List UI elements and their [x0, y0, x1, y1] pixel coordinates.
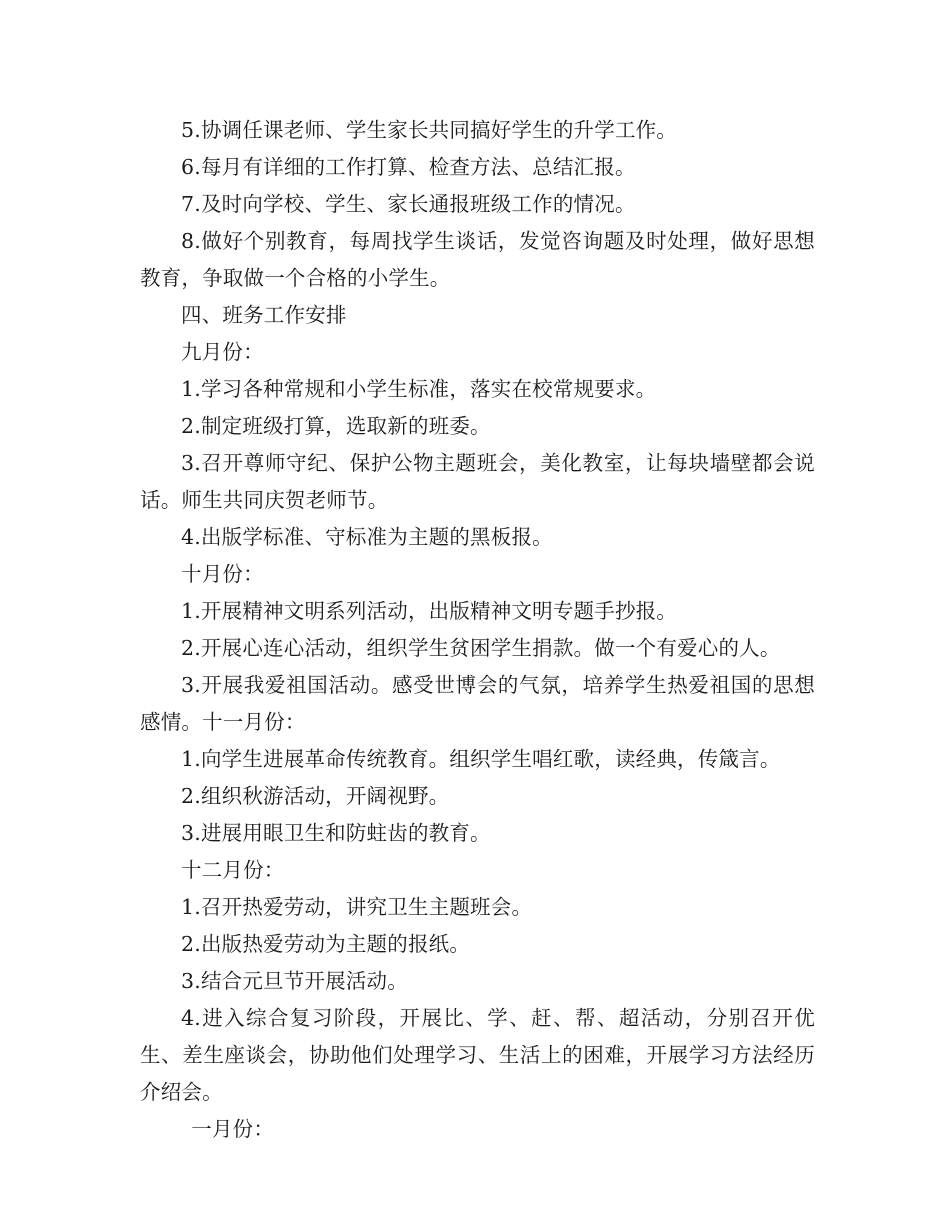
paragraph: 1.学习各种常规和小学生标准，落实在校常规要求。	[181, 377, 657, 401]
month-heading: 十月份：	[181, 562, 264, 586]
paragraph: 4.进入综合复习阶段，开展比、学、赶、帮、超活动，分别召开优生、差生座谈会，协助他们处理学习、生活上的困难，开展学习方法经历介绍会。	[140, 1006, 815, 1104]
paragraph: 2.制定班级打算，选取新的班委。	[181, 414, 491, 438]
paragraph: 5.协调任课老师、学生家长共同搞好学生的升学工作。	[181, 118, 678, 142]
paragraph: 4.出版学标准、守标准为主题的黑板报。	[181, 525, 553, 549]
paragraph: 3.召开尊师守纪、保护公物主题班会，美化教室，让每块墙壁都会说话。师生共同庆贺老师节。	[140, 451, 815, 512]
paragraph: 3.开展我爱祖国活动。感受世博会的气氛，培养学生热爱祖国的思想感情。十一月份：	[140, 673, 815, 734]
paragraph: 2.组织秋游活动，开阔视野。	[181, 784, 450, 808]
section-heading: 四、班务工作安排	[181, 303, 347, 327]
paragraph: 6.每月有详细的工作打算、检查方法、总结汇报。	[181, 155, 636, 179]
paragraph: 3.结合元旦节开展活动。	[181, 969, 408, 993]
paragraph: 7.及时向学校、学生、家长通报班级工作的情况。	[181, 192, 636, 216]
paragraph: 8.做好个别教育，每周找学生谈话，发觉咨询题及时处理，做好思想教育，争取做一个合格的小学生。	[140, 229, 815, 290]
month-heading: 一月份：	[191, 1117, 275, 1141]
month-heading: 九月份：	[181, 340, 264, 364]
paragraph: 1.开展精神文明系列活动，出版精神文明专题手抄报。	[181, 599, 678, 623]
paragraph: 3.进展用眼卫生和防蛀齿的教育。	[181, 821, 491, 845]
document-body	[140, 112, 815, 1148]
paragraph: 1.向学生进展革命传统教育。组织学生唱红歌，读经典，传箴言。	[181, 747, 781, 771]
paragraph: 1.召开热爱劳动，讲究卫生主题班会。	[181, 895, 533, 919]
month-heading: 十二月份：	[181, 858, 285, 882]
paragraph: 2.开展心连心活动，组织学生贫困学生捐款。做一个有爱心的人。	[181, 636, 781, 660]
paragraph: 2.出版热爱劳动为主题的报纸。	[181, 932, 471, 956]
